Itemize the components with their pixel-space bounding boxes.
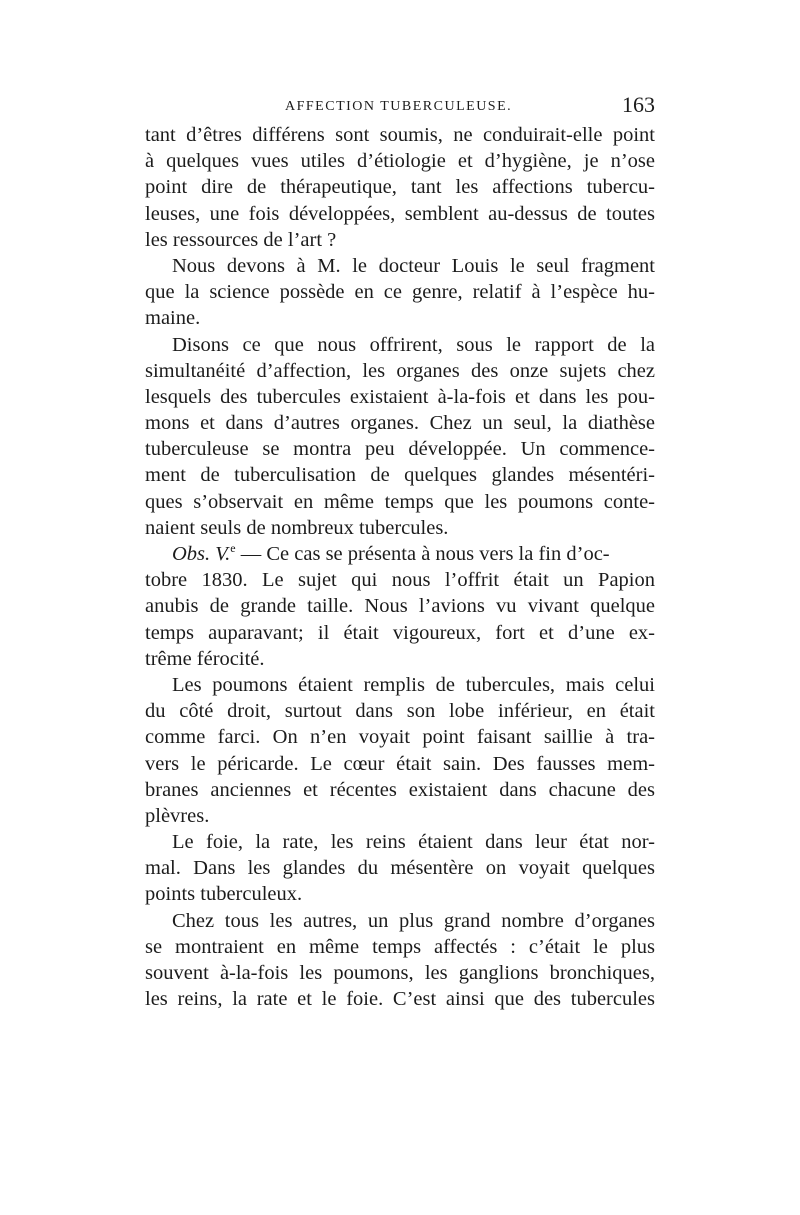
text-line: branes anciennes et récentes existaient dans chacune des: [145, 778, 655, 801]
text-line: simultanéité d’affection, les organes des onze sujets chez: [145, 359, 655, 382]
text-line: que la science possède en ce genre, relatif à l’espèce hu-: [145, 281, 655, 304]
text-line: tant d’êtres différens sont soumis, ne conduirait-elle point: [145, 124, 655, 146]
text-line: tuberculeuse se montra peu développée. Un commence-: [145, 438, 655, 461]
text-line: points tuberculeux.: [145, 883, 303, 906]
text-line: plèvres.: [145, 804, 210, 827]
text-line: tobre 1830. Le sujet qui nous l’offrit était un Papion: [145, 569, 655, 592]
text-line: ques s’observait en même temps que les poumons conte-: [145, 490, 655, 513]
text-line: trême férocité.: [145, 647, 265, 670]
text-line: Disons ce que nous offrirent, sous le rapport de la: [172, 333, 655, 356]
text-line: mal. Dans les glandes du mésentère on voyait quelques: [145, 857, 655, 880]
text-line: leuses, une fois développées, semblent au-dessus de toutes: [145, 202, 655, 225]
text-line: Nous devons à M. le docteur Louis le seul fragment: [172, 254, 655, 277]
text-line: souvent à-la-fois les poumons, les ganglions bronchiques,: [145, 962, 655, 984]
text-line: maine.: [145, 307, 201, 330]
text-line: point dire de thérapeutique, tant les affections tubercu-: [145, 176, 655, 199]
page-number: 163: [622, 92, 655, 117]
text-line: lesquels des tubercules existaient à-la-fois et dans les pou-: [145, 385, 655, 408]
observation-line: [145, 541, 655, 567]
observation-superscript: e: [230, 541, 236, 556]
text-line: anubis de grande taille. Nous l’avions vu vivant quelque: [145, 595, 655, 618]
text-line: à quelques vues utiles d’étiologie et d’hygiène, je n’ose: [145, 150, 655, 173]
text-line: comme farci. On n’en voyait point faisant saillie à tra-: [145, 726, 655, 749]
text-line: les ressources de l’art ?: [145, 228, 337, 251]
text-line: naient seuls de nombreux tubercules.: [145, 516, 449, 539]
body-text: [145, 122, 655, 1012]
text-line: ment de tuberculisation de quelques glandes mésentéri-: [145, 464, 655, 487]
running-head: [145, 92, 655, 125]
text-line: Les poumons étaient remplis de tubercules, mais celui: [172, 673, 655, 696]
text-line: Chez tous les autres, un plus grand nombre d’organes: [172, 909, 655, 932]
text-line: se montraient en même temps affectés : c’était le plus: [145, 935, 655, 958]
text-line: Le foie, la rate, les reins étaient dans leur état nor-: [172, 831, 655, 854]
text-line: du côté droit, surtout dans son lobe inférieur, en était: [145, 700, 655, 723]
text-line: vers le péricarde. Le cœur était sain. Des fausses mem-: [145, 752, 655, 775]
text-line: temps auparavant; il était vigoureux, fort et d’une ex-: [145, 621, 655, 644]
observation-label: Obs. V.: [172, 543, 231, 565]
text-line: — Ce cas se présenta à nous vers la fin d’oc-: [240, 543, 610, 565]
text-line: les reins, la rate et le foie. C’est ainsi que des tubercules: [145, 988, 655, 1011]
text-line: mons et dans d’autres organes. Chez un seul, la diathèse: [145, 412, 655, 435]
running-title: AFFECTION TUBERCULEUSE.: [285, 99, 513, 114]
